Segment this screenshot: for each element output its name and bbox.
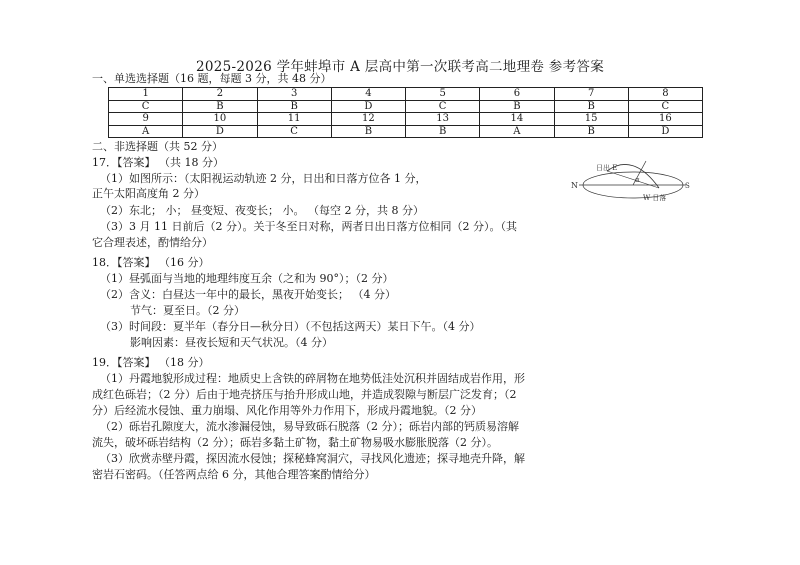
q19-line: （2）砾岩孔隙度大，流水渗漏侵蚀，易导致砾石脱落（2 分）；砾岩内部的钙质易溶解 <box>100 420 519 433</box>
south-label: S <box>685 182 690 190</box>
table-cell: A <box>480 125 554 138</box>
table-cell: 13 <box>406 113 480 126</box>
table-cell: B <box>554 100 628 113</box>
q19-line: （1）丹霞地貌形成过程：地质史上含铁的碎屑物在地势低洼处沉积并固结成岩作用，形 <box>100 372 525 385</box>
table-cell: 3 <box>257 88 331 101</box>
table-cell: B <box>480 100 554 113</box>
q19-line: 成红色砾岩；（2 分）后由于地壳挤压与抬升形成山地，并造成裂隙与断层广泛发育；（2 <box>92 388 517 401</box>
table-cell: 12 <box>331 113 405 126</box>
table-cell: 15 <box>554 113 628 126</box>
answer-table <box>108 87 703 138</box>
q17-line: 正午太阳高度角 2 分） <box>92 187 205 200</box>
table-cell: D <box>628 125 702 138</box>
table-row <box>109 100 703 113</box>
table-row <box>109 88 703 101</box>
table-cell: A <box>109 125 183 138</box>
table-cell: B <box>331 125 405 138</box>
table-cell: 4 <box>331 88 405 101</box>
angle-label: α <box>635 176 640 184</box>
section1-heading: 一、单选选择题（16 题，每题 3 分，共 48 分） <box>92 72 332 85</box>
north-label: N <box>571 181 578 190</box>
table-cell: C <box>257 125 331 138</box>
q18-line: 影响因素：昼夜长短和天气状况。（4 分） <box>130 336 333 349</box>
table-cell: 2 <box>183 88 257 101</box>
table-cell: 6 <box>480 88 554 101</box>
q18-line: （1）昼弧面与当地的地理纬度互余（之和为 90°）；（2 分） <box>100 272 394 285</box>
table-cell: B <box>406 125 480 138</box>
table-cell: 5 <box>406 88 480 101</box>
q18-line: 节气：夏至日。（2 分） <box>130 304 245 317</box>
q18-line: （2）含义：白昼达一年中的最长，黑夜开始变长； （4 分） <box>100 288 396 301</box>
table-cell: B <box>257 100 331 113</box>
q19-header: 19．【答案】 （18 分） <box>92 356 210 369</box>
sunrise-label: 日出 E <box>596 164 618 172</box>
table-row <box>109 125 703 138</box>
q19-line: （3）欣赏赤壁丹霞，探因流水侵蚀；探秘蜂窝洞穴，寻找风化遗迹；探寻地壳升降，解 <box>100 452 525 465</box>
section2-heading: 二、非选择题（共 52 分） <box>92 140 223 153</box>
table-cell: 9 <box>109 113 183 126</box>
q17-header: 17．【答案】 （共 18 分） <box>92 156 224 169</box>
sun-path-diagram <box>571 158 691 208</box>
table-cell: C <box>406 100 480 113</box>
table-cell: 10 <box>183 113 257 126</box>
chord-line <box>607 171 659 188</box>
table-cell: B <box>554 125 628 138</box>
table-cell: 7 <box>554 88 628 101</box>
table-cell: 14 <box>480 113 554 126</box>
q19-line: 流失，破坏砾岩结构（2 分）；砾岩多黏土矿物，黏土矿物易吸水膨胀脱落（2 分）。 <box>92 436 498 449</box>
table-cell: D <box>183 125 257 138</box>
q18-line: （3）时间段：夏半年（春分日—秋分日）（不包括这两天）某日下午。（4 分） <box>100 320 481 333</box>
q17-line: 它合理表述，酌情给分） <box>92 236 213 249</box>
table-cell: C <box>628 100 702 113</box>
page-title: 2025-2026 学年蚌埠市 A 层高中第一次联考高二地理卷 参考答案 <box>196 59 604 75</box>
table-cell: 16 <box>628 113 702 126</box>
table-cell: 1 <box>109 88 183 101</box>
table-cell: C <box>109 100 183 113</box>
q19-line: 分）后经流水侵蚀、重力崩塌、风化作用等外力作用下，形成丹霞地貌。（2 分） <box>92 404 482 417</box>
table-cell: D <box>331 100 405 113</box>
q17-line: （1）如图所示：（太阳视运动轨迹 2 分，日出和日落方位各 1 分， <box>100 172 427 185</box>
q19-line: 密岩石密码。（任答两点给 6 分，其他合理答案酌情给分） <box>92 468 376 481</box>
sunset-label: W 日落 <box>643 194 667 202</box>
q18-header: 18．【答案】 （16 分） <box>92 256 210 269</box>
q17-line: （3）3 月 11 日前后（2 分）。关于冬至日对称，两者日出日落方位相同（2 分）。（其 <box>100 220 517 233</box>
table-cell: B <box>183 100 257 113</box>
table-cell: 11 <box>257 113 331 126</box>
table-row <box>109 113 703 126</box>
q17-line: （2）东北； 小； 昼变短、夜变长； 小。 （每空 2 分，共 8 分） <box>100 204 424 217</box>
table-cell: 8 <box>628 88 702 101</box>
